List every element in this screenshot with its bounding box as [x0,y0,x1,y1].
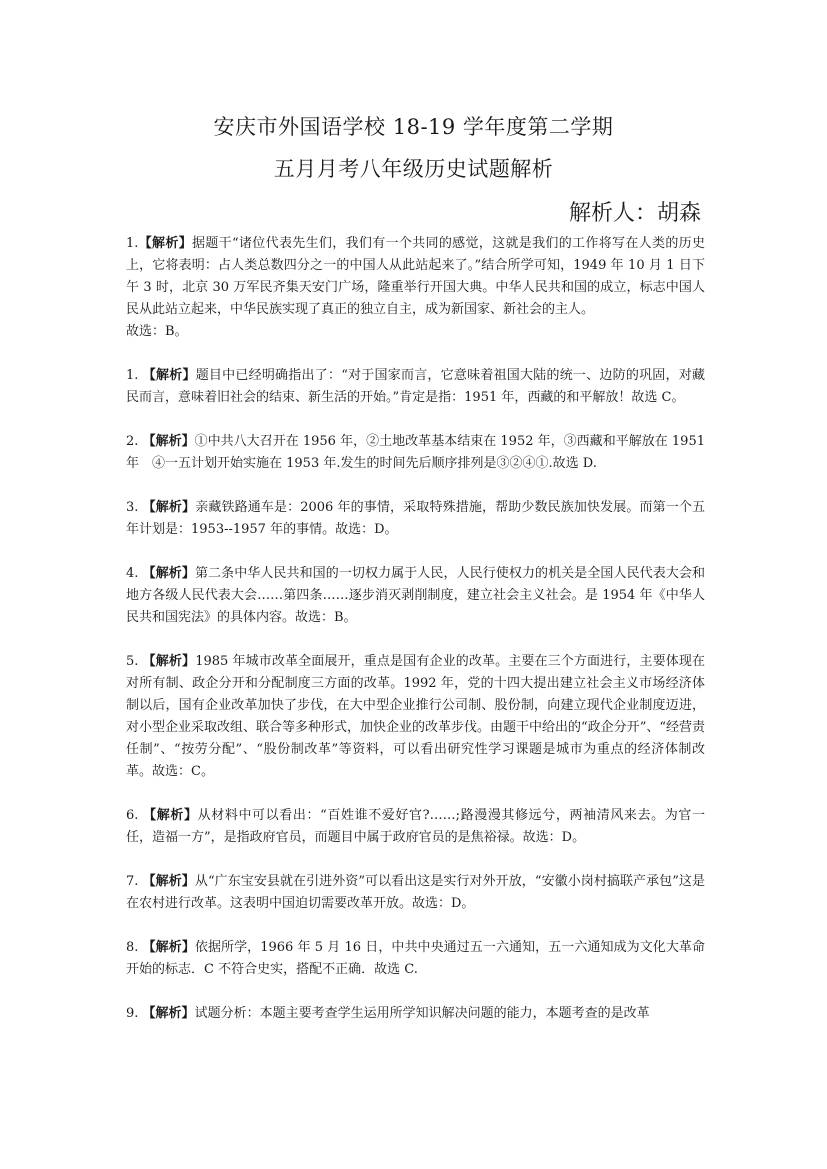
answer-item-5 [126,651,705,783]
answer-item-1 [126,233,705,343]
answer-item-6 [126,805,705,849]
item-tag: 【解析】 [142,874,195,889]
answer-item-1b [126,365,705,409]
item-tag: 【解析】 [142,434,195,449]
document-body [126,233,705,1047]
item-text [126,651,705,783]
item-explanation: 据题干“诸位代表先生们，我们有一个共同的感觉，这就是我们的工作将写在人类的历史上，它将表明：占人类总数四分之一的中国人从此站起来了。”结合所学可知，1949 年 10 月 1 日下午 3 时，北京 30 万军民齐集天安门广场，隆重举行开国大典。中华人民共和国的成立，标志中国人民从此站立起来，中华民族实现了真正的独立自主，成为新国家、新社会的主人。 [126,236,705,317]
item-number: 5. [126,654,143,669]
item-number: 1. [126,236,139,251]
item-tag: 【解析】 [142,500,196,515]
item-tag: 【解析】 [138,236,193,251]
item-text [126,871,705,915]
item-explanation: 亲藏铁路通车是：2006 年的事情，采取特殊措施，帮助少数民族加快发展。而第一个五年计划是：1953--1957 年的事情。故选：D。 [126,500,705,537]
item-explanation: 题目中已经明确指出了：“对于国家而言，它意味着祖国大陆的统一、边防的巩固，对藏民而言，意味着旧社会的结束、新生活的开始。”肯定是指：1951 年，西藏的和平解放！故选 C。 [126,368,705,405]
item-number: 7. [126,874,143,889]
answer-item-7 [126,871,705,915]
document-title-line1: 安庆市外国语学校 18-19 学年度第二学期 [213,115,614,139]
item-number: 3. [126,500,143,515]
answer-item-4 [126,563,705,629]
item-tag: 【解析】 [142,1006,195,1021]
item-tag: 【解析】 [142,654,196,669]
item-number: 9. [126,1006,143,1021]
item-explanation: 第二条中华人民共和国的一切权力属于人民，人民行使权力的机关是全国人民代表大会和地方各级人民代表大会……第四条……逐步消灭剥削制度，建立社会主义社会。是 1954 年《中华人民共和国宪法》的具体内容。故选：B。 [126,566,705,625]
item-number: 6. [126,808,144,823]
item-explanation: 依据所学，1966 年 5 月 16 日，中共中央通过五一六通知，五一六通知成为文化大革命开始的标志．C 不符合史实，搭配不正确．故选 C. [126,940,705,977]
author-credit: 解析人：胡森 [568,201,701,226]
item-tag: 【解析】 [142,566,195,581]
item-text [126,233,705,321]
item-tag: 【解析】 [142,940,195,955]
item-answer: 故选：B。 [126,324,188,339]
item-tag: 【解析】 [143,808,198,823]
item-number: 8. [126,940,143,955]
item-number: 1. [126,368,143,383]
item-text [126,431,705,475]
item-explanation: 从材料中可以看出：“百姓谁不爱好官?……;路漫漫其修远兮，两袖清风来去。为官一任，造福一方”，是指政府官员，而题目中属于政府官员的是焦裕禄。故选：D。 [126,808,705,845]
item-text [126,937,705,981]
item-text [126,563,705,629]
answer-item-9 [126,1003,705,1025]
item-text [126,1003,705,1025]
item-explanation: ①中共八大召开在 1956 年，②土地改革基本结束在 1952 年，③西藏和平解放在 1951 年 ④一五计划开始实施在 1953 年.发生的时间先后顺序排列是③②④①.故选 D. [126,434,705,471]
item-number: 4. [126,566,143,581]
item-explanation: 1985 年城市改革全面展开，重点是国有企业的改革。主要在三个方面进行，主要体现在对所有制、政企分开和分配制度三方面的改革。1992 年，党的十四大提出建立社会主义市场经济体制以后，国有企业改革加快了步伐，在大中型企业推行公司制、股份制，向建立现代企业制度迈进，对小型企业采取改组、联合等多种形式，加快企业的改革步伐。由题干中给出的“政企分开”、“经营责任制”、“按劳分配”、“股份制改革”等资料，可以看出研究性学习课题是城市为重点的经济体制改革。故选：C。 [126,654,705,779]
item-text [126,805,705,849]
answer-item-8 [126,937,705,981]
answer-item-3 [126,497,705,541]
item-text [126,365,705,409]
document-title-line2: 五月月考八年级历史试题解析 [273,157,554,181]
item-tag: 【解析】 [142,368,196,383]
item-explanation: 试题分析：本题主要考查学生运用所学知识解决问题的能力，本题考查的是改革 [194,1006,650,1021]
item-text [126,497,705,541]
answer-item-2 [126,431,705,475]
item-explanation: 从“广东宝安县就在引进外资”可以看出这是实行对外开放，“安徽小岗村搞联产承包”这是在农村进行改革。这表明中国迫切需要改革开放。故选：D。 [126,874,705,911]
item-number: 2. [126,434,143,449]
